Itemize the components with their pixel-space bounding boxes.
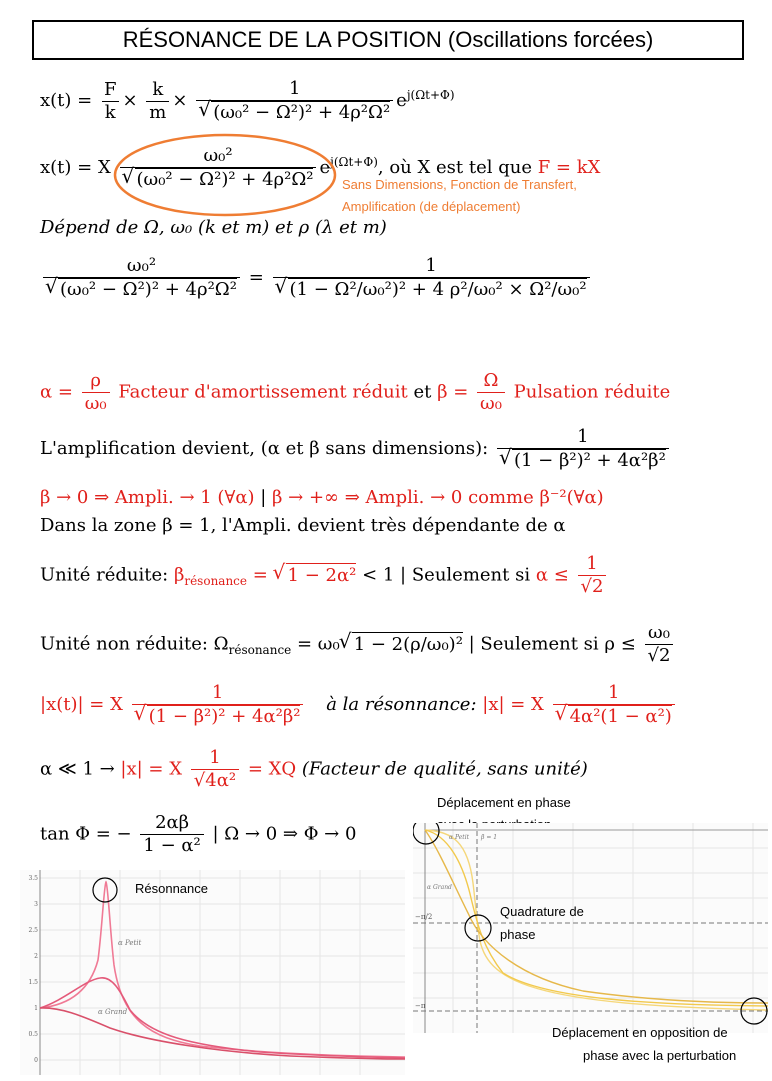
label-beta-one: β = 1: [481, 834, 498, 841]
label-minus-pi-over-2: −π/2: [415, 913, 433, 921]
zone-text: Dans la zone β = 1, l'Ampli. devient très dépendante de α: [40, 515, 566, 536]
caption-quadrature-1: Quadrature de: [500, 904, 584, 919]
ytick-label: 1: [34, 1005, 38, 1012]
amplitude-graph: [20, 870, 405, 1075]
limits-text: β → 0 ⇒ Ampli. → 1 (∀α) | β → +∞ ⇒ Ampli. → 0 comme β⁻²(∀α): [40, 487, 604, 508]
dependency-text: Dépend de Ω, ω₀ (k et m) et ρ (λ et m): [40, 217, 387, 238]
label-phase-alpha-grand: α Grand: [427, 884, 452, 891]
ytick-label: 3: [34, 901, 38, 908]
transfer-highlight-ellipse: [110, 130, 350, 220]
phase-graph: [413, 823, 768, 1033]
label-alpha-grand: α Grand: [98, 1008, 128, 1016]
reduced-resonance: Unité réduite: $\beta_{résonance}$ = √ 1 − 2α² < 1 | Seulement si α ≤ $\frac{1}{√2}$: [40, 553, 609, 598]
ytick-label: 1.5: [28, 979, 38, 986]
label-phase-alpha-petit: α Petit: [449, 834, 470, 841]
amplification-text: L'amplification devient, (α et β sans dimensions): 1 √ (1 − β²)² + 4α²β²: [40, 426, 672, 472]
ytick-label: 2: [34, 953, 38, 960]
ytick-label: 0.5: [28, 1031, 38, 1038]
caption-in-phase-1: Déplacement en phase: [437, 795, 571, 810]
equation-transfer: x(t) = X ω₀² √ (ω₀² − Ω²)² + 4ρ²Ω² $e^{j(\Omega t+\Phi)}$, où X est tel que F = kX: [40, 145, 600, 191]
reduced-definitions: α = $\frac{\rho}{\text{ω₀}}$ Facteur d'amortissement réduit et β = $\frac{\Omega}{\text{ω₀}}$ Pulsation réduite: [40, 370, 671, 414]
phase-equation: tan Φ = − $\frac{2\alpha\beta}{\text{1 − α²}}$ | Ω → 0 ⇒ Φ → 0: [40, 812, 357, 856]
ytick-label: 0: [34, 1057, 38, 1064]
modulus-equation: |x(t)| = X 1 √ (1 − β²)² + 4α²β² à la résonnance: |x| = X 1 √ 4α²(1 − α²): [40, 682, 678, 728]
annotation-line-1: Sans Dimensions, Fonction de Transfert,: [342, 177, 577, 192]
ytick-label: 3.5: [28, 875, 38, 882]
caption-resonance: Résonnance: [135, 881, 208, 896]
caption-opposition-1: Déplacement en opposition de: [552, 1025, 728, 1040]
equation-normalized: ω₀² √ (ω₀² − Ω²)² + 4ρ²Ω² = 1 √ (1 − Ω²/ω₀²)² + 4 ρ²/ω₀² × Ω²/ω₀²: [40, 255, 593, 301]
nonreduced-resonance: Unité non réduite: $\Omega_{résonance} = \omega_0√$ 1 − 2(ρ/ω₀)² | Seulement si ρ ≤ $\frac{\text{ω₀}}{√2}$: [40, 622, 676, 667]
label-minus-pi: −π: [415, 1002, 426, 1010]
caption-opposition-2: phase avec la perturbation: [583, 1048, 737, 1063]
page-title: RÉSONANCE DE LA POSITION (Oscillations forcées): [32, 20, 744, 60]
caption-quadrature-2: phase: [500, 927, 536, 942]
ytick-label: 2.5: [28, 927, 38, 934]
label-alpha-petit: α Petit: [118, 939, 142, 947]
equation-displacement: x(t) = $\frac{F}{k}$ × $\frac{k}{m}$ × 1 √ (ω₀² − Ω²)² + 4ρ²Ω² $e^{j(\Omega t+\Phi)}$: [40, 78, 455, 124]
quality-factor: α ≪ 1 → |x| = X $\frac{1}{\text{√4α²}}$ = XQ (Facteur de qualité, sans unité): [40, 747, 588, 791]
annotation-line-2: Amplification (de déplacement): [342, 199, 521, 214]
